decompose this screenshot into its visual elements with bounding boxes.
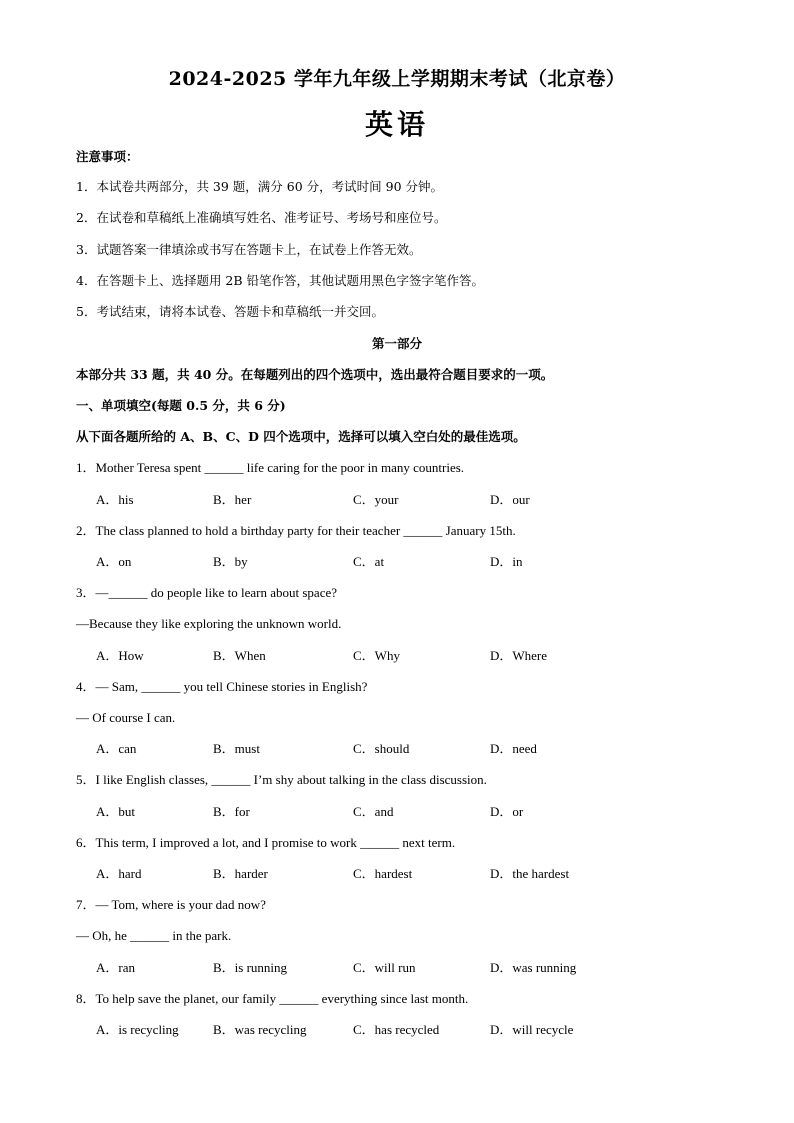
option-c: C．and [353, 804, 394, 819]
option-b: B．When [213, 648, 266, 663]
section-title: 一、单项填空(每题 0.5 分，共 6 分) [76, 398, 286, 413]
option-d: D．will recycle [490, 1022, 574, 1037]
notice-item: 4．在答题卡上、选择题用 2B 铅笔作答，其他试题用黑色字签字笔作答。 [76, 273, 485, 288]
question-answer-line: — Oh, he ______ in the park. [76, 928, 232, 943]
option-c: C．at [353, 554, 385, 569]
notice-heading: 注意事项： [76, 149, 139, 164]
question-options [96, 960, 756, 976]
option-b: B．by [213, 554, 248, 569]
option-d: D．the hardest [490, 866, 570, 881]
part-intro: 本部分共 33 题，共 40 分。在每题列出的四个选项中，选出最符合题目要求的一项。 [76, 367, 554, 382]
question-text: 4．— Sam, ______ you tell Chinese stories in English? [76, 679, 368, 694]
notice-item: 5．考试结束，请将本试卷、答题卡和草稿纸一并交回。 [76, 304, 384, 319]
option-b: B．for [213, 804, 250, 819]
option-d: D．in [490, 554, 523, 569]
question-text: 6．This term, I improved a lot, and I promise to work ______ next term. [76, 835, 456, 850]
option-c: C．Why [353, 648, 400, 663]
subject-title: 英语 [364, 108, 429, 141]
option-b: B．is running [213, 960, 288, 975]
option-a: A．can [96, 741, 137, 756]
option-c: C．will run [353, 960, 416, 975]
question-text: 3．—______ do people like to learn about space? [76, 585, 338, 600]
option-d: D．or [490, 804, 524, 819]
exam-title: 2024-2025 学年九年级上学期期末考试（北京卷） [168, 68, 626, 90]
option-a: A．is recycling [96, 1022, 179, 1037]
notice-item: 3．试题答案一律填涂或书写在答题卡上，在试卷上作答无效。 [76, 242, 422, 257]
option-d: D．Where [490, 648, 548, 663]
part-heading: 第一部分 [371, 336, 422, 351]
option-d: D．our [490, 492, 530, 507]
question-options [96, 741, 756, 757]
option-b: B．must [213, 741, 260, 756]
question-options [96, 804, 756, 820]
notice-item: 2．在试卷和草稿纸上准确填写姓名、准考证号、考场号和座位号。 [76, 210, 447, 225]
question-text: 1．Mother Teresa spent ______ life caring for the poor in many countries. [76, 460, 465, 475]
option-a: A．but [96, 804, 136, 819]
option-a: A．hard [96, 866, 142, 881]
question-options [96, 554, 756, 570]
section-instruction: 从下面各题所给的 A、B、C、D 四个选项中，选择可以填入空白处的最佳选项。 [76, 429, 526, 444]
option-c: C．hardest [353, 866, 413, 881]
question-text: 8．To help save the planet, our family ______ everything since last month. [76, 991, 469, 1006]
question-options [96, 492, 756, 508]
option-c: C．should [353, 741, 410, 756]
question-text: 7．— Tom, where is your dad now? [76, 897, 266, 912]
option-a: A．How [96, 648, 144, 663]
option-d: D．was running [490, 960, 577, 975]
option-a: A．ran [96, 960, 135, 975]
question-answer-line: —Because they like exploring the unknown world. [76, 616, 342, 631]
option-b: B．her [213, 492, 252, 507]
question-text: 2．The class planned to hold a birthday party for their teacher ______ January 15th. [76, 523, 516, 538]
notice-item: 1．本试卷共两部分，共 39 题，满分 60 分，考试时间 90 分钟。 [76, 179, 444, 194]
option-a: A．his [96, 492, 134, 507]
question-options [96, 866, 756, 882]
question-options [96, 1022, 756, 1038]
option-b: B．harder [213, 866, 268, 881]
question-answer-line: — Of course I can. [76, 710, 176, 725]
question-options [96, 648, 756, 664]
option-d: D．need [490, 741, 537, 756]
question-text: 5．I like English classes, ______ I’m shy about talking in the class discussion. [76, 772, 487, 787]
option-c: C．your [353, 492, 399, 507]
option-c: C．has recycled [353, 1022, 440, 1037]
option-b: B．was recycling [213, 1022, 307, 1037]
option-a: A．on [96, 554, 132, 569]
